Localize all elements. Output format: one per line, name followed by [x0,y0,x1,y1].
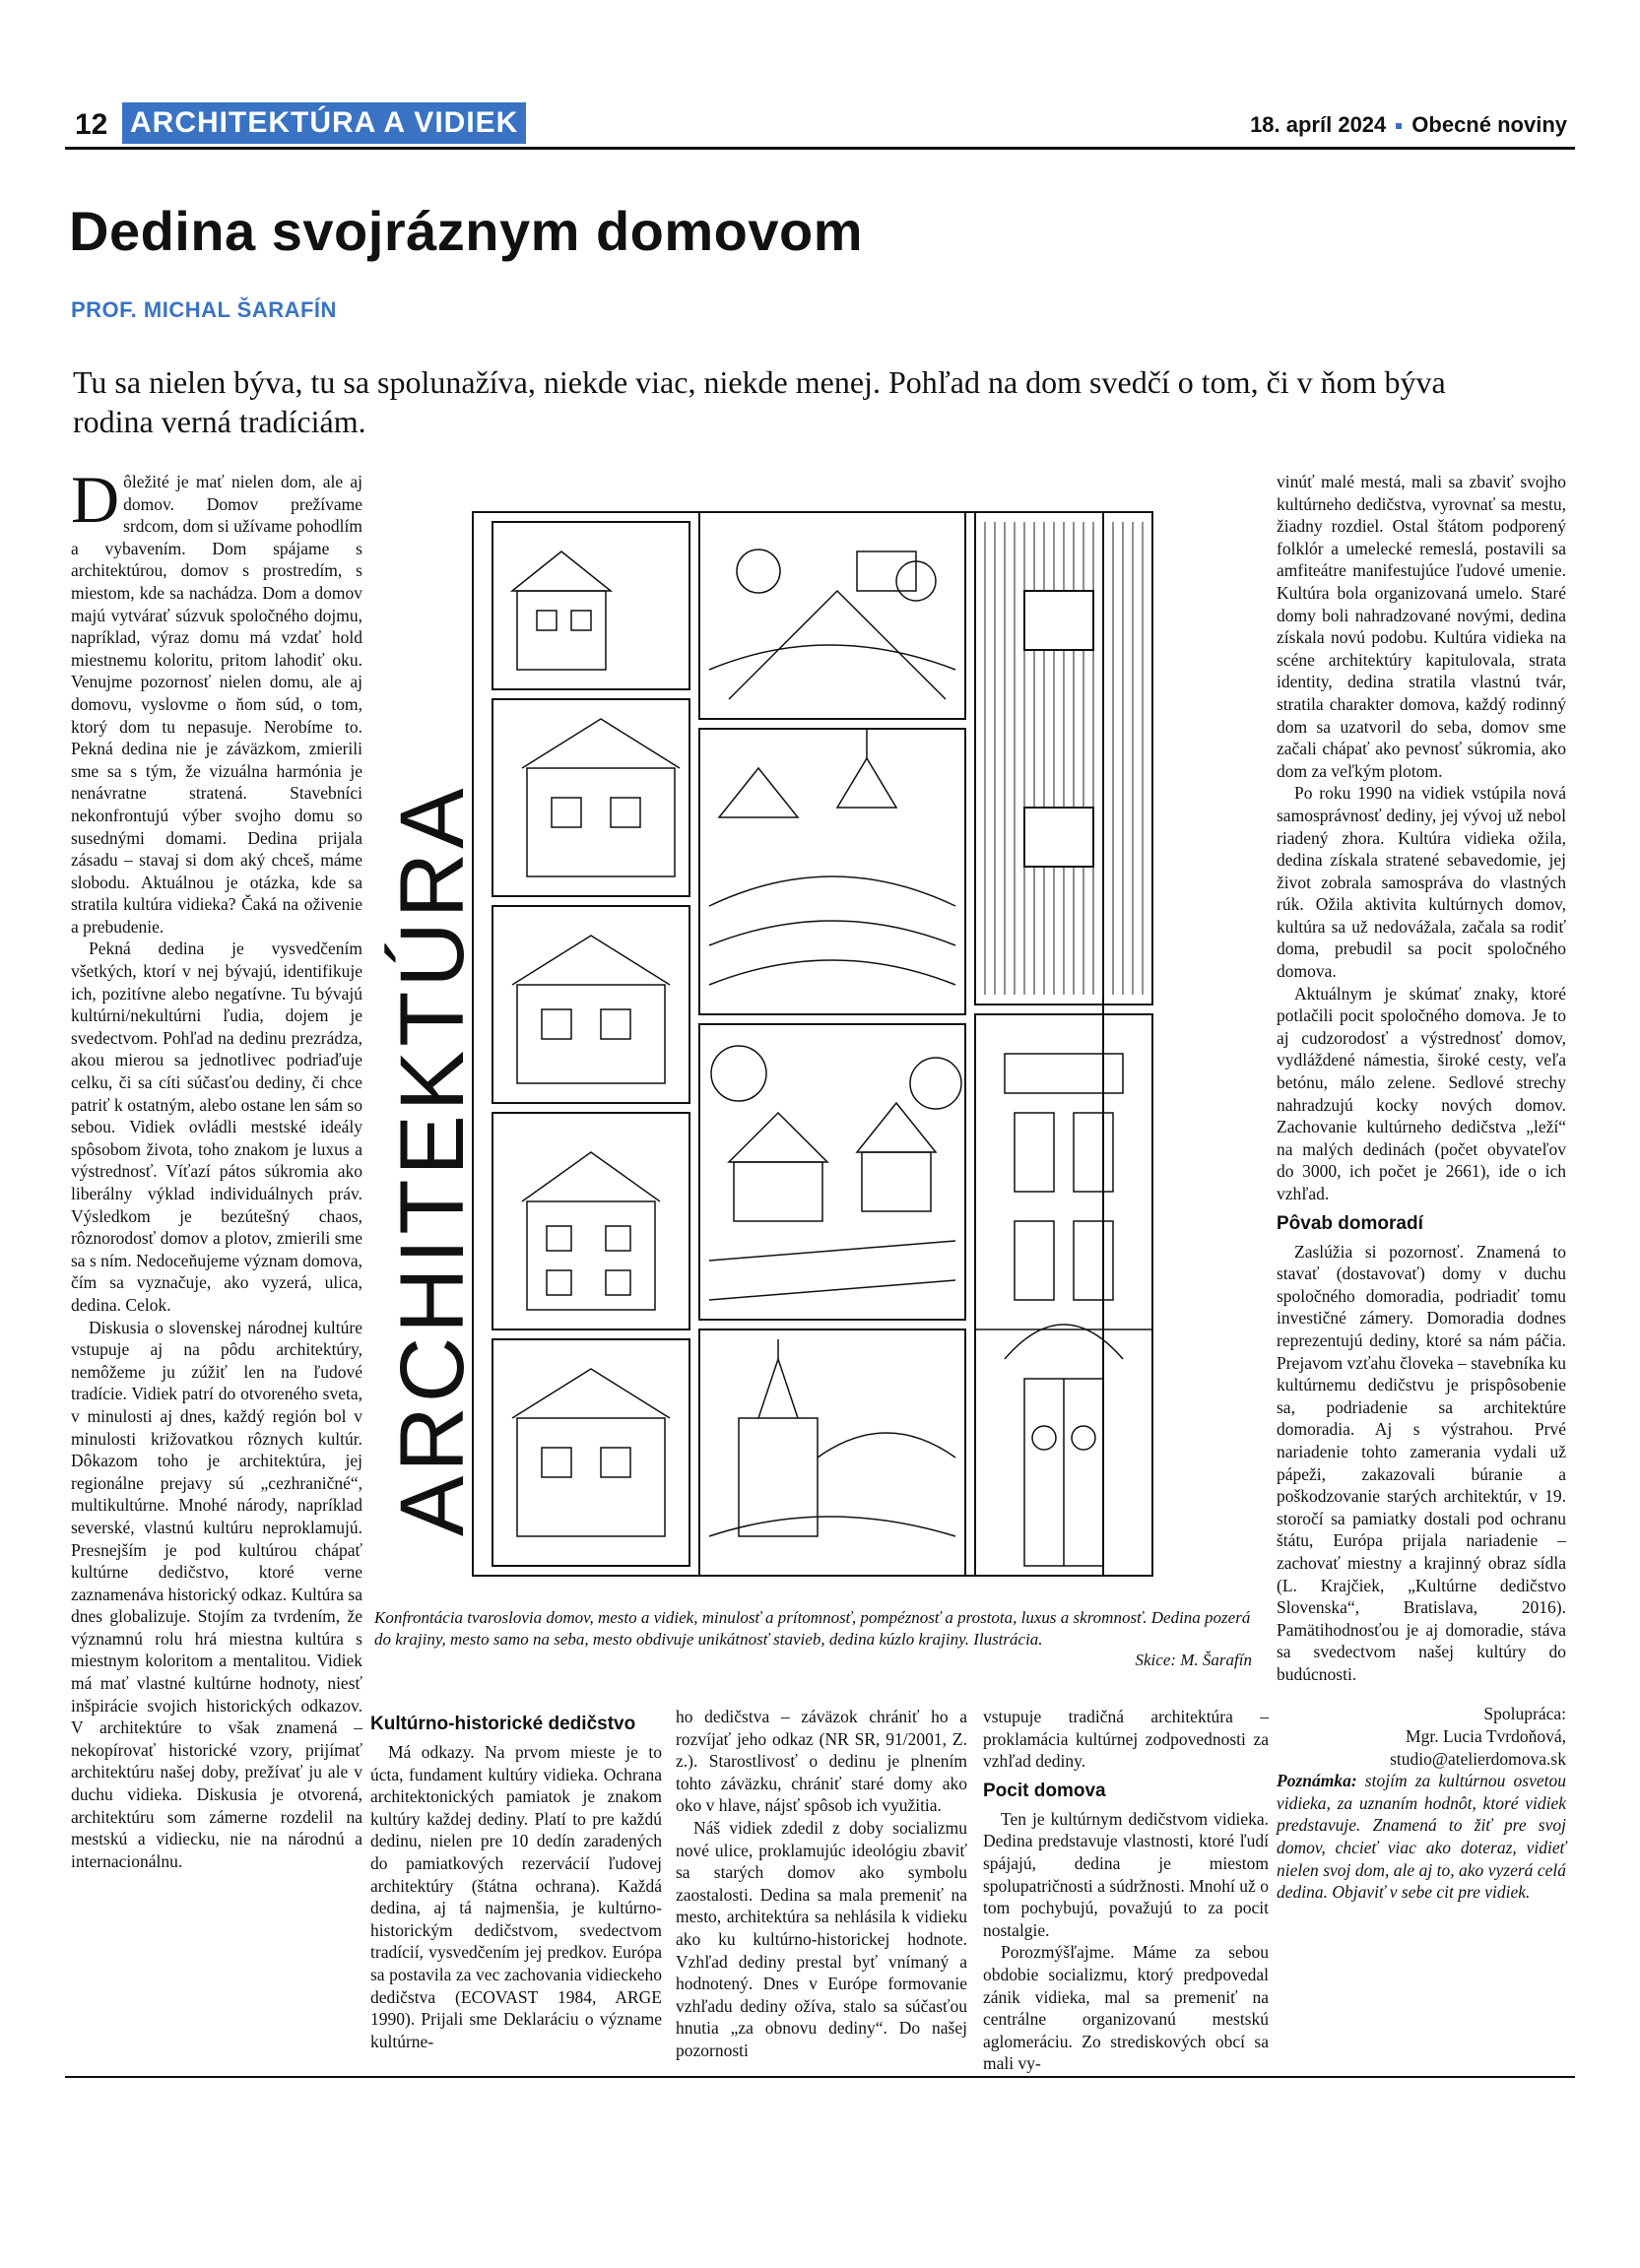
article-lead: Tu sa nielen býva, tu sa spolunažíva, niekde viac, niekde menej. Pohľad na dom svedčí o tom, či v ňom býva rodina verná tradíciám. [73,364,1446,439]
paragraph: Ten je kultúrnym dedičstvom vidieka. Dedina predstavuje vlastnosti, ktoré ľudí spájajú, dedina je miestom spolupatričnosti a súdržnosti. Mnohí už o tom pochybujú, považujú to za pocit nostalgie. [983,1808,1269,1940]
issue-info [1250,110,1567,140]
left-paragraph: Diskusia o slovenskej národnej kultúre vstupuje aj na pôdu architektúry, nemôžeme ju zúžiť len na ľudové tradície. Vidiek patrí do otvoreného sveta, v minulosti aj dnes, každý región bol v minulosti križovatkou rôznych kultúr. Dôkazom toho je architektúra, jej regionálne prejavy sú „cezhraničné“, multikultúrne. Mnohé národy, napríklad severské, vlastnú kultúru neproklamujú. Presnejším je pod kultúrou chápať kultúrne dedičstvo, ktoré verne zaznamenáva historický odkaz. Kultúra sa dnes globalizuje. Stojím za tvrdením, že významnú rolu hrá miestna kultúra s miestnym koloritom a mentalitou. Vidiek má mať vlastné kultúrne hodnoty, niesť inšpirácie svojich historických odkazov. V architektúre to však znamená – nekopírovať historické vzory, prijímať architektúru našej doby, prežívať ju ale v duchu vidieka. Diskusia je otvorená, architektúru som zámerne rozdelil na mestskú a vidiecku, nie na národnú a internacionálnu. [71,1317,362,1871]
section-label: ARCHITEKTÚRA A VIDIEK [122,102,526,144]
signoff-email: studio@atelierdomova.sk [1390,1748,1566,1769]
subhead-heritage: Kultúrno-historické dedičstvo [370,1714,636,1734]
publication-name: Obecné noviny [1411,112,1567,137]
subhead-home: Pocit domova [983,1780,1106,1801]
collaboration-signoff [1277,1703,1566,1770]
paragraph: Náš vidiek zdedil z doby socializmu nové ulice, proklamujúc ideológiu zbaviť sa starých domov ako symbolu zaostalosti. Dedina sa mala premeniť na mesto, architektúra sa nehlásila k vidieku ako ku kultúrno-historickej hodnote. Vzhľad dediny prestal byť vnímaný a hodnotený. Dnes v Európe formovanie vzhľadu dediny ožíva, stalo sa súčasťou hnutia „za obnovu dediny“. Do našej pozornosti [676,1817,967,2060]
page-number: 12 [75,108,108,141]
paragraph: Po roku 1990 na vidiek vstúpila nová samosprávnosť dediny, jej vývoj už nebol riadený zhora. Kultúra vidieka ožila, dedina získala stratené sebavedomie, jej život zobrala samospráva do vlastných rúk. Ožila aktivita kultúrnych domov, kultúra sa už nedovážala, začala sa rodiť doma, prebudil sa pocit spoločného domova. [1277,783,1566,982]
paragraph: vinúť malé mestá, mali sa zbaviť svojho kultúrneho dedičstva, vyrovnať sa mestu, žiadny rozdiel. Ostal štátom podporený folklór a umelecké remeslá, postavili sa amfiteátre manifestujúce ľudové umenie. Kultúra bola organizovaná umelo. Staré domy boli nahradzované novými, dedina získala novú podobu. Kultúra vidieka na scéne architektúry kapitulovala, strata identity, dedina stratila vlastnú tvár, stratila charakter domova, každý rodinný dom sa uzatvoril do seba, domov sme začali chápať ako pevnosť súkromia, ako dom za veľkým plotom. [1277,472,1566,781]
footer-rule [65,2076,1575,2078]
left-paragraph: Pekná dedina je vysvedčením všetkých, ktorí v nej bývajú, identifikuje ich, pozitívne alebo negatívne. Tu bývajú kultúrni/nekultúrni ľudia, dojem je svedectvom. Pohľad na dedinu prezrádza, akou mierou sa jednotlivec podriaďuje celku, či sa cíti súčasťou dediny, či chce patriť k ostatným, alebo ostane len sám so sebou. Vidiek ovládli mestské ideály spôsobom života, toho znakom je luxus a výstrednosť. Víťazí pátos súkromia ako liberálny výklad individuálnych práv. Výsledkom je bezútešný chaos, rôznorodosť domov a plotov, zmierili sme sa s ním. Nedoceňujeme význam domova, čím sa vyznačuje, ako vyzerá, ulica, dedina. Celok. [71,939,362,1315]
paragraph: Má odkazy. Na prvom mieste je to úcta, fundament kultúry vidieka. Ochrana architektonických pamiatok je znakom kultúry každej dediny. Platí to pre každú dedinu, nielen pre 10 dedín zaradených do pamiatkových rezervácií ľudovej architektúry (štátna ochrana). Každá dedina, aj tá najmenšia, je kultúrno-historickým dedičstvom, svedectvom tradícií, vysvedčením jej predkov. Európa sa postavila za vec zachovania vidieckeho dedičstva (ECOVAST 1984, ARGE 1990). Prijali sme Deklaráciu o význame kultúrne- [370,1742,662,2051]
left-column [71,462,362,1872]
article-title: Dedina svojráznym domovom [69,200,864,262]
author-byline: PROF. MICHAL ŠARAFÍN [71,297,337,322]
subhead-charm: Pôvab domoradí [1277,1212,1423,1234]
bottom-column-2 [676,1706,967,2062]
paragraph: vstupuje tradičná architektúra – proklamácia kultúrnej zodpovednosti za vzhľad dediny. [983,1707,1269,1772]
note-label: Poznámka: [1277,1771,1357,1791]
vertical-architecture-word: ARCHITEKTÚRA [382,784,483,1536]
left-paragraph-text: ôležité je mať nielen dom, ale aj domov. Domov prežívame srdcom, dom si užívame pohodlím a vybavením. Dom spájame s architektúrou, domov s prostredím, s miestom, kde sa nachádza. Dom a domov majú vytvárať súzvuk spoločného dojmu, napríklad, výraz domu má vzdať hold miestnemu koloritu, pritom lahodiť oku. Venujme pozornosť nielen domu, ale aj domovu, vyslovme o ňom súd, o tom, ktorý dom tu nepasuje. Nerobíme to. Pekná dedina nie je záväzkom, zmierili sme sa s tým, že vizuálna harmónia je nenávratne stratená. Stavebníci nekonfrontujú výber svojho domu so susednými domami. Dedina prijala zásadu – stavaj si dom aký chceš, máme slobodu. Aktuálnou je otázka, kde sa stratila kultúra vidieka? Čaká na oživenie a prebudenie. [71,472,362,937]
paragraph: Porozmýšľajme. Máme za sebou obdobie socializmu, ktorý predpovedal zánik vidieka, mal sa premeniť na centrálne organizovanú mestskú aglomeráciu. Zo strediskových obcí sa mali vy- [983,1942,1269,2074]
architecture-sketch-illustration [382,473,1253,1595]
paragraph: Aktuálnym je skúmať znaky, ktoré potlačili pocit spoločného domova. Je to aj cudzorodosť a výstrednosť domov, vydláždené námestia, široké cesty, veľa betónu, málo zelene. Sedlové strechy nahradzujú kocky nových domov. Zachovanie kultúrneho dedičstva „leží“ na malých dedinách (počet obyvateľov do 3000, ich počet je 2661), ide o ich vzhľad. [1277,983,1566,1203]
illustration-caption: Konfrontácia tvaroslovia domov, mesto a vidiek, minulosť a prítomnosť, pompéznosť a prostota, luxus a skromnosť. Dedina pozerá do krajiny, mesto samo na seba, mesto obdivuje unikátnosť stavieb, dedina kúzlo krajiny. Ilustrácia. [374,1608,1251,1649]
right-column [1277,471,1566,1904]
signoff-label: Spolupráca: [1483,1704,1566,1724]
header-rule [65,147,1575,150]
illustration-credit: Skice: M. Šarafín [1135,1651,1252,1669]
signoff-name: Mgr. Lucia Tvrdoňová, [1406,1726,1566,1747]
author-note [1277,1770,1566,1904]
paragraph: Zaslúžia si pozornosť. Znamená to stavať (dostavovať) domy v duchu spoločného domoradia, podriadiť tomu investičné zámery. Domoradia dodnes reprezentujú dediny, ktoré sa nám páčia. Prejavom vzťahu človeka – stavebníka ku kultúrnemu dedičstvu je prispôsobenie sa, podriadenie sa architektúre domoradia. Aj s výstrahou. Prvé nariadenie tohto zamerania vydali už pápeži, zakazovali búranie a poškodzovanie starých architektúr, v 19. storočí sa pamiatky dostali pod ochranu štátu, Európa prijala nariadenie – zachovať miestny a krajinný obraz sídla (L. Krajčiek, „Kultúrne dedičstvo Slovenska“, Bratislava, 2016). Pamätihodnosťou je aj domoradie, stáva sa svedectvom našej kultúry do budúcnosti. [1277,1241,1566,1684]
left-paragraph [71,462,362,938]
issue-date: 18. apríl 2024 [1250,112,1387,137]
bottom-column-3 [983,1706,1269,2075]
note-text: stojím za kultúrnou osvetou vidieka, za uznaním hodnôt, ktoré vidiek predstavuje. Znamená to žiť pre svoj domov, chcieť viac ako doteraz, vidieť nielen svoj dom, ale aj to, ako vyzerá celá dedina. Objaviť v sebe cit pre vidiek. [1277,1771,1566,1903]
drop-cap: D [71,462,120,537]
separator-dot [1396,123,1402,129]
bottom-column-1 [370,1706,662,2052]
paragraph: ho dedičstva – záväzok chrániť ho a rozvíjať jeho odkaz (NR SR, 91/2001, Z. z.). Starostlivosť o dedinu je plnením tohto záväzku, chrániť staré domy ako oko v hlave, nájsť spôsob ich využitia. [676,1707,967,1816]
